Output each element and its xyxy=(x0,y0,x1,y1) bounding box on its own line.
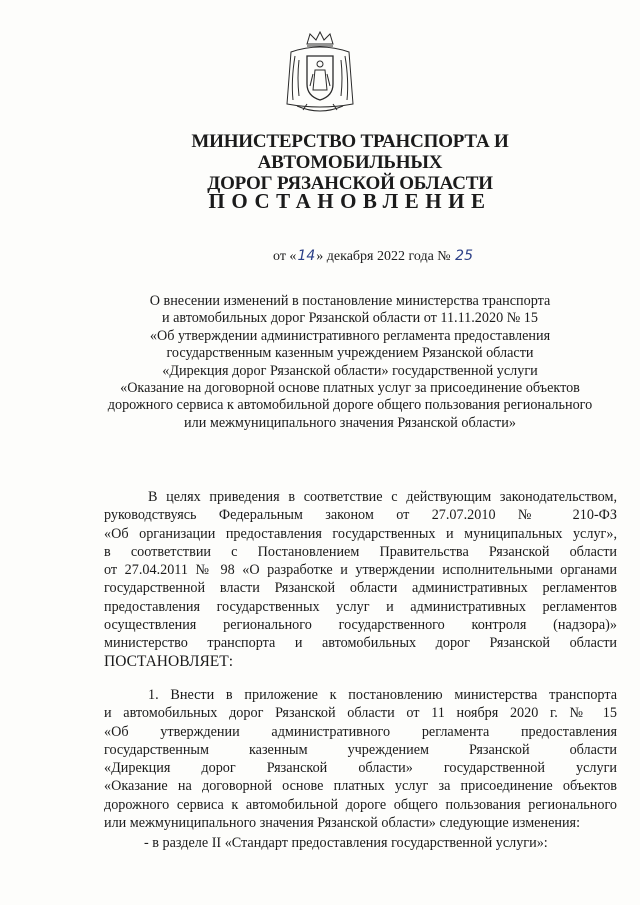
handwritten-number: 25 xyxy=(455,248,473,264)
section-note xyxy=(104,834,617,852)
document-subject xyxy=(100,293,600,432)
item-1-line: дорожного сервиса к автомобильной дороге общего пользования регионального xyxy=(104,796,617,813)
section-note-line: - в разделе II «Стандарт предоставления государственной услуги»: xyxy=(144,835,548,851)
preamble-line: предоставления государственных услуг и административных регламентов xyxy=(104,598,617,615)
item-1-line: или межмуниципального значения Рязанской области» следующие изменения: xyxy=(104,815,581,832)
coat-of-arms-icon xyxy=(283,30,357,114)
subject-line: или межмуниципального значения Рязанской области» xyxy=(184,414,516,431)
document-type: ПОСТАНОВЛЕНИЕ xyxy=(208,189,492,213)
date-middle: » декабря 2022 года № xyxy=(316,249,455,264)
preamble-line: руководствуясь Федеральным законом от 27.07.2010 № 210-ФЗ xyxy=(104,507,617,524)
item-1-line: «Дирекция дорог Рязанской области» государственной услуги xyxy=(104,760,617,777)
subject-line: дорожного сервиса к автомобильной дороге общего пользования регионального xyxy=(107,397,593,414)
item-1-line: и автомобильных дорог Рязанской области от 11 ноября 2020 г. № 15 xyxy=(104,705,617,722)
preamble-line: В целях приведения в соответствие с действующим законодательством, xyxy=(148,489,617,505)
ministry-title-line: ДОРОГ РЯЗАНСКОЙ ОБЛАСТИ xyxy=(207,173,493,194)
date-prefix: от « xyxy=(273,249,297,264)
subject-line: «Дирекция дорог Рязанской области» государственной услуги xyxy=(162,362,538,379)
preamble-line: министерство транспорта и автомобильных дорог Рязанской области xyxy=(104,635,617,652)
preamble-line: осуществления регионального государственного контроля (надзора)» xyxy=(104,617,617,634)
preamble-line: «Об организации предоставления государственных и муниципальных услуг», xyxy=(104,525,617,542)
item-1-paragraph xyxy=(104,686,617,832)
preamble-line: в соответствии с Постановлением Правительства Рязанской области xyxy=(104,543,617,560)
subject-line: О внесении изменений в постановление министерства транспорта xyxy=(149,293,551,309)
ministry-title-line: МИНИСТЕРСТВО ТРАНСПОРТА И АВТОМОБИЛЬНЫХ xyxy=(191,131,509,173)
preamble-line: от 27.04.2011 № 98 «О разработке и утверждении исполнительными органами xyxy=(104,562,617,579)
ministry-title xyxy=(100,131,600,194)
subject-line: и автомобильных дорог Рязанской области от 11.11.2020 № 15 xyxy=(162,310,538,327)
preamble-paragraph xyxy=(104,488,617,671)
handwritten-day: 14 xyxy=(297,248,316,264)
subject-line: «Об утверждении административного регламента предоставления xyxy=(149,327,551,344)
item-1-line: государственным казенным учреждением Рязанской области xyxy=(104,741,617,758)
subject-line: «Оказание на договорной основе платных услуг за присоединение объектов xyxy=(120,380,580,397)
item-1-line: «Оказание на договорной основе платных услуг за присоединение объектов xyxy=(104,778,617,795)
subject-line: государственным казенным учреждением Рязанской области xyxy=(166,345,534,362)
document-date-line xyxy=(273,248,474,265)
item-1-line: «Об утверждении административного регламента предоставления xyxy=(104,723,617,740)
preamble-line: государственной власти Рязанской области административных регламентов xyxy=(104,580,617,597)
item-1-line: 1. Внести в приложение к постановлению министерства транспорта xyxy=(148,687,617,703)
resolves-word: ПОСТАНОВЛЯЕТ: xyxy=(104,652,234,670)
